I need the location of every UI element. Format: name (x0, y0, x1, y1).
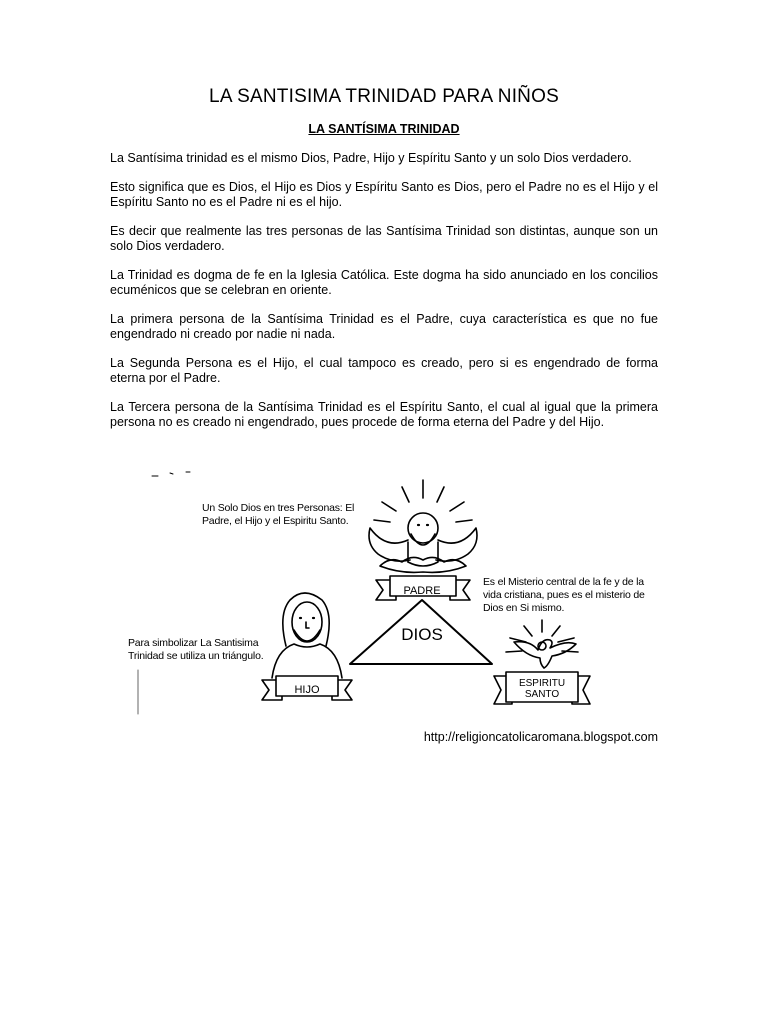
dove-icon (506, 620, 578, 668)
caption-top: Un Solo Dios en tres Personas: El Padre, el Hijo y el Espiritu Santo. (202, 502, 355, 527)
son-figure-icon (272, 593, 342, 678)
father-figure-icon (369, 480, 477, 572)
caption-right: Es el Misterio central de la fe y de la vida cristiana, pues es el misterio de Dios en Si mismo. (483, 576, 645, 614)
caption-left: Para simbolizar La Santisima Trinidad se utiliza un triángulo. (128, 637, 264, 662)
paragraph-5: La primera persona de la Santísima Trinidad es el Padre, cuya característica es que no fue engendrado ni creado por nadie ni nada. (110, 312, 658, 341)
document-title: LA SANTISIMA TRINIDAD PARA NIÑOS (209, 86, 559, 107)
paragraph-7: La Tercera persona de la Santísima Trinidad es el Espíritu Santo, el cual al igual que la primera persona no es creado ni engendrado, pues procede de forma eterna del Padre y del Hijo. (110, 400, 658, 429)
document-subtitle: LA SANTÍSIMA TRINIDAD (308, 122, 460, 136)
source-url: http://religioncatolicaromana.blogspot.com (423, 730, 658, 744)
paragraph-3: Es decir que realmente las tres personas de las Santísima Trinidad son distintas, aunque son un solo Dios verdadero. (110, 224, 658, 253)
paragraph-6: La Segunda Persona es el Hijo, el cual tampoco es creado, pero si es engendrado de forma eterna por el Padre. (110, 356, 658, 385)
label-dios: DIOS (401, 625, 443, 644)
label-espiritu-santo: ESPIRITU SANTO (518, 678, 566, 700)
label-padre: PADRE (403, 585, 441, 597)
body-text (110, 151, 658, 444)
label-hijo: HIJO (294, 684, 320, 696)
paragraph-1: La Santísima trinidad es el mismo Dios, Padre, Hijo y Espíritu Santo y un solo Dios verdadero. (110, 151, 632, 165)
trinity-illustration (110, 470, 658, 720)
paragraph-4: La Trinidad es dogma de fe en la Iglesia Católica. Este dogma ha sido anunciado en los concilios ecuménicos que se celebran en oriente. (110, 268, 658, 297)
paragraph-2: Esto significa que es Dios, el Hijo es Dios y Espíritu Santo es Dios, pero el Padre no es el Hijo y el Espíritu Santo no es el Padre ni es el hijo. (110, 180, 658, 209)
